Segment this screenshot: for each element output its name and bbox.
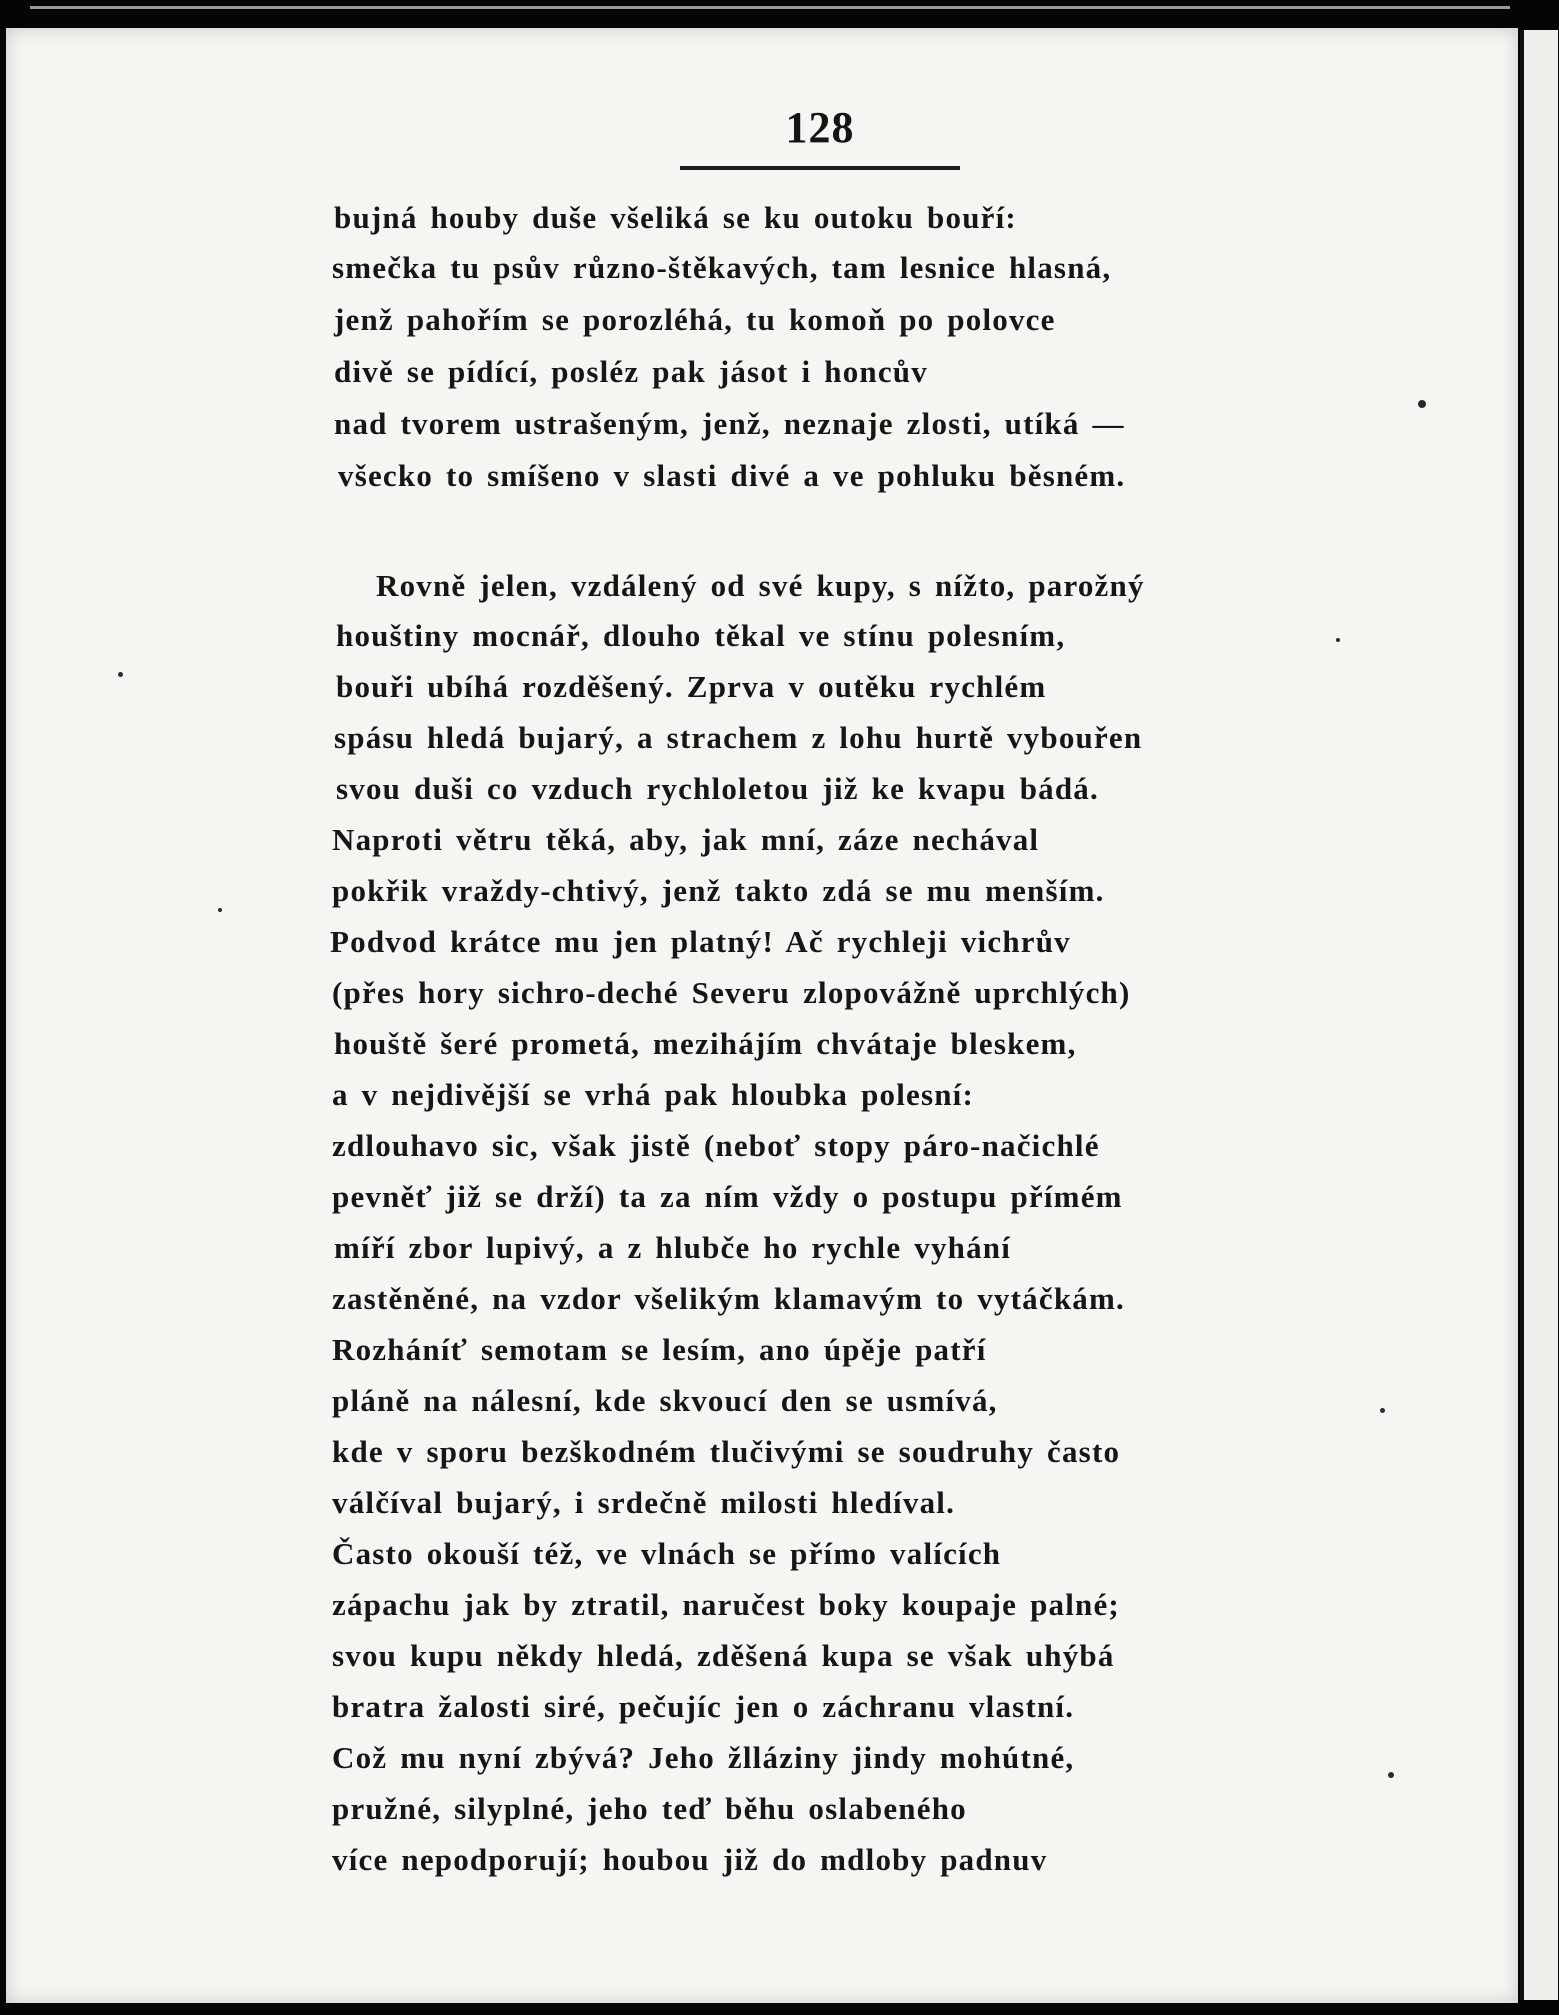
text-line: bujná houby duše všeliká se ku outoku bouří: <box>334 200 1017 235</box>
text-line: nad tvorem ustrašeným, jenž, neznaje zlosti, utíká — <box>334 406 1125 441</box>
text-line: Rovně jelen, vzdálený od své kupy, s nížto, parožný <box>376 568 1145 603</box>
text-line: (přes hory sichro-deché Severu zlopovážně uprchlých) <box>332 975 1131 1010</box>
text-line: pevněť již se drží) ta za ním vždy o postupu přímém <box>332 1179 1123 1214</box>
text-line: kde v sporu bezškodném tlučivými se soudruhy často <box>332 1434 1121 1469</box>
scan-speck <box>1380 1408 1385 1413</box>
text-line: a v nejdivější se vrhá pak hloubka polesní: <box>332 1077 975 1112</box>
scan-top-edge <box>30 6 1510 9</box>
text-line: všecko to smíšeno v slasti divé a ve pohluku běsném. <box>338 458 1126 493</box>
text-line: válčíval bujarý, i srdečně milosti hledíval. <box>332 1485 956 1520</box>
text-line: houště šeré prometá, mezihájím chvátaje bleskem, <box>334 1026 1077 1061</box>
text-line: Podvod krátce mu jen platný! Ač rychleji vichrův <box>330 924 1071 959</box>
text-line: Což mu nyní zbývá? Jeho žlláziny jindy mohútné, <box>332 1740 1075 1775</box>
text-line: pokřik vraždy-chtivý, jenž takto zdá se mu menším. <box>332 873 1105 908</box>
text-line: Naproti větru těká, aby, jak mní, záze nechával <box>332 822 1040 857</box>
text-line: spásu hledá bujarý, a strachem z lohu hurtě vybouřen <box>334 720 1143 755</box>
scan-speck <box>1336 638 1340 642</box>
text-line: zápachu jak by ztratil, naručest boky koupaje palné; <box>332 1587 1120 1622</box>
text-line: bouři ubíhá rozděšený. Zprva v outěku rychlém <box>336 669 1047 704</box>
text-line: smečka tu psův různo-štěkavých, tam lesnice hlasná, <box>332 250 1112 285</box>
text-line: pružné, silyplné, jeho teď běhu oslabeného <box>332 1791 967 1826</box>
scan-speck <box>218 908 222 912</box>
page-number-rule <box>680 166 960 170</box>
scan-speck <box>1418 400 1426 408</box>
text-line: houštiny mocnář, dlouho těkal ve stínu polesním, <box>336 618 1066 653</box>
text-line: Často okouší též, ve vlnách se přímo valících <box>332 1536 1002 1571</box>
book-page <box>6 28 1518 2003</box>
page-number: 128 <box>785 103 855 152</box>
text-line: bratra žalosti siré, pečujíc jen o záchranu vlastní. <box>332 1689 1075 1724</box>
text-line: více nepodporují; houbou již do mdloby padnuv <box>332 1842 1048 1877</box>
text-line: pláně na nálesní, kde skvoucí den se usmívá, <box>332 1383 998 1418</box>
text-line: divě se pídící, posléz pak jásot i honcův <box>334 354 928 389</box>
adjacent-page-edge <box>1520 30 1558 2000</box>
text-line: svou kupu někdy hledá, zděšená kupa se však uhýbá <box>332 1638 1115 1673</box>
text-line: zdlouhavo sic, však jistě (neboť stopy páro-načichlé <box>332 1128 1100 1163</box>
scan-speck <box>118 672 123 677</box>
scan-speck <box>1388 1772 1394 1778</box>
text-line: jenž pahořím se porozléhá, tu komoň po polovce <box>334 302 1056 337</box>
text-line: zastěněné, na vzdor všelikým klamavým to vytáčkám. <box>332 1281 1125 1316</box>
text-line: Rozháníť semotam se lesím, ano úpěje patří <box>332 1332 987 1367</box>
text-line: míří zbor lupivý, a z hlubče ho rychle vyhání <box>334 1230 1012 1265</box>
text-line: svou duši co vzduch rychloletou již ke kvapu bádá. <box>336 771 1099 806</box>
